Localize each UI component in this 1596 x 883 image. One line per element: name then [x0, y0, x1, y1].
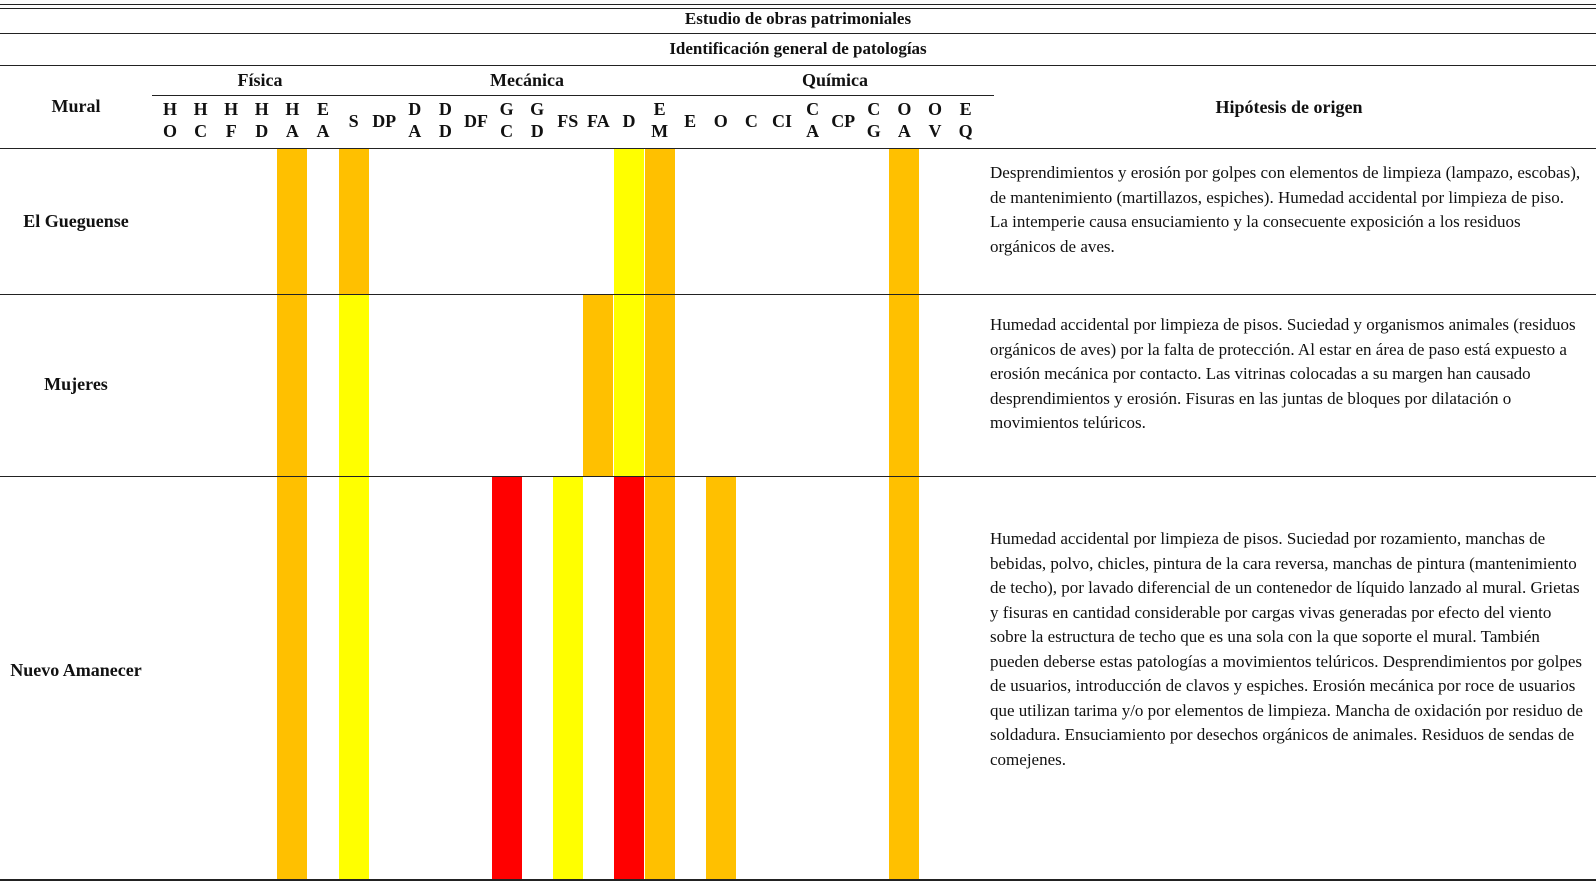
pathology-header-bottom: A: [285, 121, 299, 141]
pathology-header: FA: [587, 111, 610, 131]
pathology-mark: [339, 477, 369, 879]
pathology-header: [951, 98, 981, 142]
pathology-header-top: E: [959, 99, 972, 119]
table-title: Estudio de obras patrimoniales: [684, 9, 912, 28]
pathology-header: [920, 98, 950, 142]
pathology-header-bottom: M: [651, 121, 669, 141]
row-label-mujeres: Mujeres: [44, 374, 108, 394]
pathology-mark: [583, 295, 613, 476]
pathology-header: [247, 98, 277, 142]
pathology-header: [155, 98, 185, 142]
column-header-mural: Mural: [51, 96, 101, 116]
hypothesis-mujeres: Humedad accidental por limpieza de pisos. Suciedad y organismos animales (residuos orgánicos de aves) por la falta de protección. Al estar en área de paso está expuesto a erosión mecánica por contacto. Las vitrinas colocadas a su margen han causado desprendimientos y erosión. Fisuras en las juntas de bloques por dilatación o movimientos telúricos.: [990, 315, 1576, 432]
pathology-header: [492, 98, 522, 142]
pathology-mark: [645, 295, 675, 476]
pathology-header: [277, 98, 307, 142]
pathology-header-bottom: A: [316, 121, 330, 141]
pathology-header: [308, 98, 338, 142]
pathology-header-bottom: A: [408, 121, 422, 141]
pathology-header: DP: [372, 111, 397, 131]
pathology-header: [798, 98, 828, 142]
pathology-header-bottom: D: [438, 121, 452, 141]
pathology-header: C: [744, 111, 758, 131]
pathology-header-top: G: [499, 99, 514, 119]
pathology-header-top: H: [162, 99, 177, 119]
pathology-header: [216, 98, 246, 142]
pathology-mark: [553, 477, 583, 879]
pathology-header-bottom: Q: [958, 121, 973, 141]
pathology-mark: [339, 295, 369, 476]
row-rule-2: [0, 476, 1596, 477]
pathology-header-top: H: [193, 99, 208, 119]
pathology-header-bottom: C: [500, 121, 514, 141]
pathology-header: FS: [557, 111, 579, 131]
pathology-mark: [277, 149, 307, 294]
title-rule: [0, 33, 1596, 34]
pathology-header-top: H: [224, 99, 239, 119]
pathology-header: S: [348, 111, 359, 131]
pathology-header-top: G: [530, 99, 545, 119]
pathology-header: [859, 98, 889, 142]
pathology-mark: [645, 149, 675, 294]
hypothesis-nuevo-amanecer: Humedad accidental por limpieza de pisos. Suciedad por rozamiento, manchas de bebidas, polvo, chicles, pintura de la cara reversa, manchas de pintura (mantenimiento de techo), por lavado diferencial de un contenedor de líquido lanzado al mural. Grietas y fisuras en cantidad considerable por cargas vivas generadas por efecto del viento sobre la estructura de techo que es una sola con la que soporte el mural. También pueden deberse estas patologías a movimientos telúricos. Desprendimientos por golpes de usuarios, introducción de clavos y espiches. Erosión mecánica por roce de usuarios que utilizan tarima y/o por elementos de limpieza. Mancha de oxidación por residuo de soldadura. Ensuciamiento por desechos orgánicos de animales. Residuos de sendas de comejenes.: [990, 529, 1583, 769]
group-quimica: Química: [802, 70, 868, 90]
pathology-mark: [889, 149, 919, 294]
pathology-mark: [614, 477, 644, 879]
subtitle-rule: [0, 65, 1596, 66]
row-label-gueguense: El Gueguense: [23, 211, 129, 231]
pathology-header-bottom: F: [225, 121, 237, 141]
pathology-header-bottom: C: [194, 121, 208, 141]
pathology-header-top: H: [285, 99, 300, 119]
pathology-header-top: C: [867, 99, 881, 119]
row-rule-1: [0, 294, 1596, 295]
pathology-mark: [889, 295, 919, 476]
pathology-header: [645, 98, 675, 142]
table-subtitle: Identificación general de patologías: [669, 39, 927, 58]
pathology-header-top: C: [806, 99, 820, 119]
pathology-header: DF: [464, 111, 488, 131]
pathology-mark: [339, 149, 369, 294]
pathology-header-top: O: [897, 99, 912, 119]
row-label-nuevo-amanecer: Nuevo Amanecer: [10, 660, 142, 680]
pathology-header-top: H: [254, 99, 269, 119]
pathology-header: [889, 98, 919, 142]
pathology-mark: [706, 477, 736, 879]
pathology-header-bottom: A: [806, 121, 820, 141]
pathology-header: O: [713, 111, 728, 131]
pathology-mark: [645, 477, 675, 879]
pathology-header-top: D: [438, 99, 452, 119]
pathology-header: CP: [831, 111, 856, 131]
pathology-mark: [277, 477, 307, 879]
pathology-header-bottom: D: [530, 121, 544, 141]
pathology-mark: [277, 295, 307, 476]
pathology-mark: [889, 477, 919, 879]
pathology-header: D: [622, 111, 636, 131]
hypothesis-gueguense: Desprendimientos y erosión por golpes con elementos de limpieza (lampazo, escobas), de mantenimiento (martillazos, espiches). Humedad accidental por limpieza de piso. La intemperie causa ensuciamiento y la consecuente exposición a los residuos orgánicos de aves.: [990, 163, 1581, 256]
pathology-header: E: [684, 111, 697, 131]
group-mecanica: Mecánica: [490, 70, 564, 90]
pathology-header-bottom: O: [162, 121, 177, 141]
pathology-mark: [614, 295, 644, 476]
pathology-header: [186, 98, 216, 142]
pathology-header: CI: [771, 111, 792, 131]
pathology-header: [430, 98, 460, 142]
pathology-mark: [614, 149, 644, 294]
group-fisica: Física: [237, 70, 283, 90]
pathology-header-top: E: [316, 99, 329, 119]
pathology-header: [522, 98, 552, 142]
pathology-header-top: O: [927, 99, 942, 119]
pathology-header-top: D: [408, 99, 422, 119]
header-rule: [0, 148, 1596, 149]
group-rule: [152, 95, 994, 96]
pathology-header-bottom: V: [928, 121, 942, 141]
pathology-mark: [492, 477, 522, 879]
pathology-header-top: E: [653, 99, 666, 119]
pathology-header-bottom: G: [866, 121, 881, 141]
pathology-header: [400, 98, 430, 142]
pathology-header-bottom: D: [255, 121, 269, 141]
top-rule: [0, 4, 1596, 5]
column-header-hypothesis: Hipótesis de origen: [1215, 97, 1363, 117]
bottom-rule: [0, 879, 1596, 881]
pathology-header-bottom: A: [897, 121, 911, 141]
